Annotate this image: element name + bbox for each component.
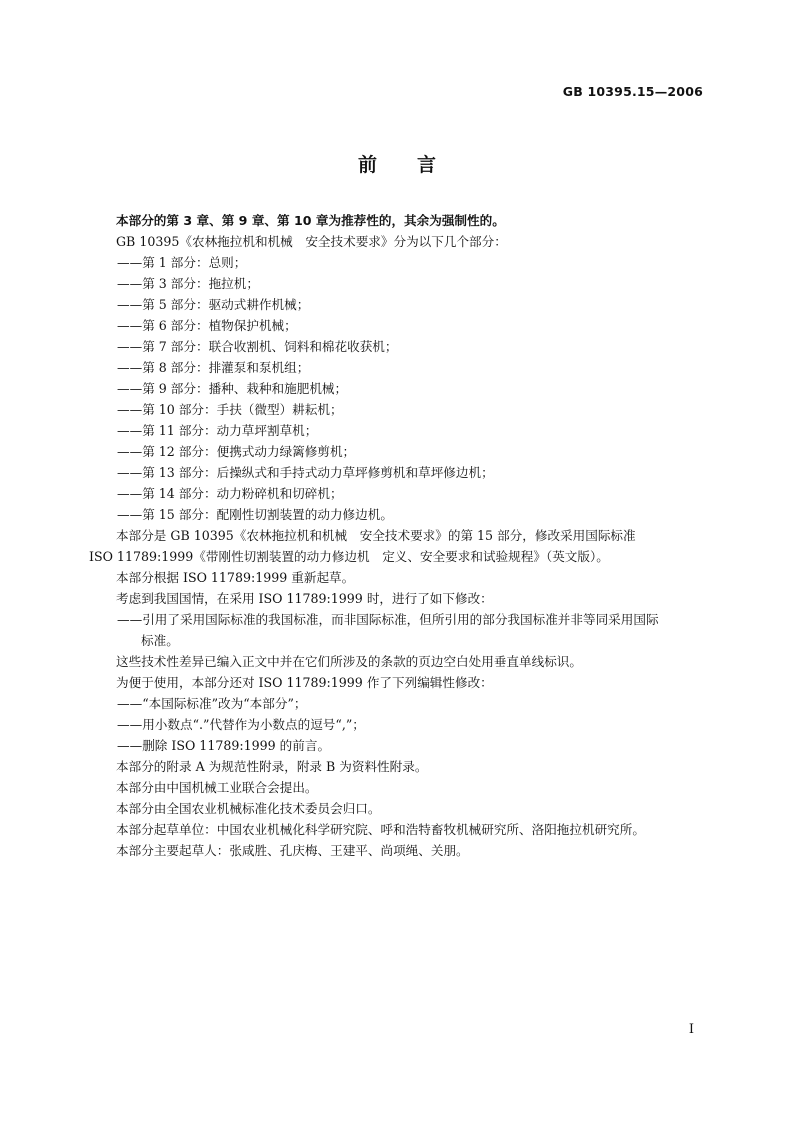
paragraph: 本部分是 GB 10395《农林拖拉机和机械 安全技术要求》的第 15 部分，修改采用国际标准 <box>116 528 636 543</box>
list-item: ——引用了采用国际标准的我国标准，而非国际标准，但所引用的部分我国标准并非等同采用国际 <box>117 612 659 627</box>
page-title: 前言 <box>357 154 476 176</box>
paragraph: 考虑到我国国情，在采用 ISO 11789:1999 时，进行了如下修改： <box>116 591 493 606</box>
paragraph: 这些技术性差异已编入正文中并在它们所涉及的条款的页边空白处用垂直单线标识。 <box>116 654 582 669</box>
paragraph: 本部分由全国农业机械标准化技术委员会归口。 <box>116 801 381 816</box>
list-item: ——第 10 部分：手扶（微型）耕耘机； <box>117 402 343 417</box>
list-item: ——“本国际标准”改为“本部分”； <box>117 696 307 711</box>
list-item: ——第 5 部分：驱动式耕作机械； <box>117 297 310 312</box>
standard-code: GB 10395.15—2006 <box>562 84 703 99</box>
page-number: I <box>688 1022 694 1037</box>
paragraph: GB 10395《农林拖拉机和机械 安全技术要求》分为以下几个部分： <box>116 234 507 249</box>
list-item-continuation: 标准。 <box>141 633 179 648</box>
list-item: ——第 9 部分：播种、栽种和施肥机械； <box>117 381 348 396</box>
document-body <box>89 210 704 861</box>
paragraph: 本部分根据 ISO 11789:1999 重新起草。 <box>116 570 355 585</box>
list-item: ——用小数点“.”代替作为小数点的逗号“,”； <box>117 717 365 732</box>
list-item: ——第 11 部分：动力草坪割草机； <box>117 423 318 438</box>
paragraph: 本部分起草单位：中国农业机械化科学研究院、呼和浩特畜牧机械研究所、洛阳拖拉机研究所。 <box>116 822 645 837</box>
paragraph: 为便于使用，本部分还对 ISO 11789:1999 作了下列编辑性修改： <box>116 675 493 690</box>
list-item: ——第 13 部分：后操纵式和手持式动力草坪修剪机和草坪修边机； <box>117 465 494 480</box>
list-item: ——第 15 部分：配刚性切割装置的动力修边机。 <box>117 507 393 522</box>
paragraph: 本部分由中国机械工业联合会提出。 <box>116 780 318 795</box>
list-item: ——第 12 部分：便携式动力绿篱修剪机； <box>117 444 356 459</box>
list-item: ——第 3 部分：拖拉机； <box>117 276 259 291</box>
paragraph: 本部分主要起草人：张咸胜、孔庆梅、王建平、尚项绳、关朋。 <box>116 843 469 858</box>
paragraph-continuation: ISO 11789:1999《带刚性切割装置的动力修边机 定义、安全要求和试验规程》（英文版）。 <box>89 549 609 564</box>
list-item: ——第 14 部分：动力粉碎机和切碎机； <box>117 486 343 501</box>
paragraph: 本部分的附录 A 为规范性附录，附录 B 为资料性附录。 <box>116 759 428 774</box>
paragraph: 本部分的第 3 章、第 9 章、第 10 章为推荐性的，其余为强制性的。 <box>116 213 505 228</box>
list-item: ——第 7 部分：联合收割机、饲料和棉花收获机； <box>117 339 398 354</box>
list-item: ——第 6 部分：植物保护机械； <box>117 318 297 333</box>
list-item: ——第 1 部分：总则； <box>117 255 247 270</box>
list-item: ——第 8 部分：排灌泵和泵机组； <box>117 360 310 375</box>
list-item: ——删除 ISO 11789:1999 的前言。 <box>117 738 331 753</box>
